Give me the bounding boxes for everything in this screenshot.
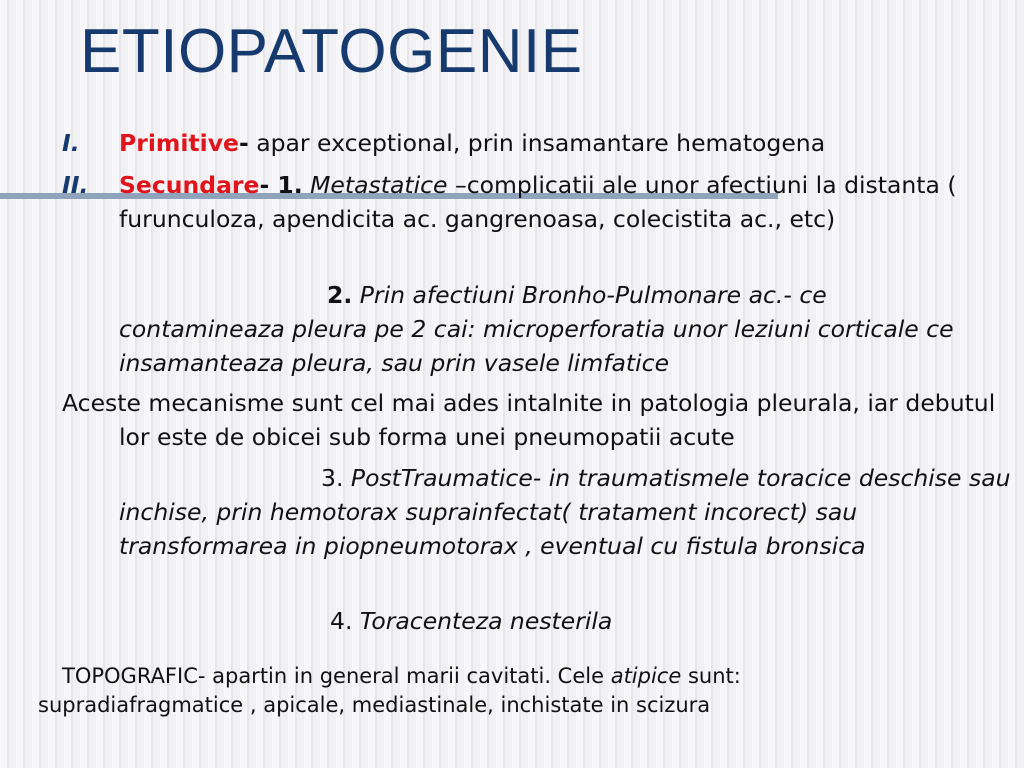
point3-number: 3. bbox=[321, 464, 344, 492]
item-primitive bbox=[119, 126, 999, 160]
topography-suffix: sunt: supradiafragmatice , apicale, mediastinale, inchistate in scizura bbox=[38, 664, 741, 717]
point-posttraumatice bbox=[119, 461, 1024, 563]
point-bronho-pulmonare bbox=[119, 278, 999, 380]
item-dash-secundare: - bbox=[259, 171, 278, 199]
point2-text: Prin afectiuni Bronho-Pulmonare ac.- ce contamineaza pleura pe 2 cai: microperforatia unor leziuni corticale ce insamanteaza pleura, sau prin vasele limfatice bbox=[119, 281, 954, 377]
item-secundare bbox=[119, 168, 1009, 236]
topography-paragraph bbox=[38, 662, 938, 720]
item-dash-primitive: - bbox=[238, 129, 249, 157]
point4-text: Toracenteza nesterila bbox=[352, 607, 613, 635]
point2-number: 2. bbox=[327, 281, 353, 309]
mechanisms-text: Aceste mecanisme sunt cel mai ades intalnite in patologia pleurala, iar debutul lor este de obicei sub forma unei pneumopatii acute bbox=[62, 389, 996, 451]
item-numeral-2: II. bbox=[62, 171, 89, 199]
mechanisms-paragraph bbox=[62, 386, 1024, 454]
item-text-secundare: –complicatii ale unor afectiuni la distanta ( furunculoza, apendicita ac. gangrenoasa, colecistita ac., etc) bbox=[119, 171, 957, 233]
topography-prefix: TOPOGRAFIC- apartin in general marii cavitati. Cele bbox=[62, 664, 611, 688]
topography-italic: atipice bbox=[610, 664, 682, 688]
point4-number: 4. bbox=[330, 607, 353, 635]
point3-text: PostTraumatice- in traumatismele toracice deschise sau inchise, prin hemotorax suprainfectat( tratament incorect) sau transformarea in piopneumotorax , eventual cu fistula bronsica bbox=[119, 464, 1011, 560]
point-toracenteza bbox=[330, 604, 930, 638]
item-label-primitive: Primitive bbox=[119, 129, 239, 157]
item-numeral-1: I. bbox=[62, 129, 80, 157]
item-label-secundare: Secundare bbox=[119, 171, 260, 199]
item-text-primitive: apar exceptional, prin insamantare hematogena bbox=[248, 129, 826, 157]
item-subtitle-metastatice: Metastatice bbox=[302, 171, 448, 199]
item-subnum-secundare: 1. bbox=[277, 171, 303, 199]
slide-title: ETIOPATOGENIE bbox=[80, 17, 583, 86]
